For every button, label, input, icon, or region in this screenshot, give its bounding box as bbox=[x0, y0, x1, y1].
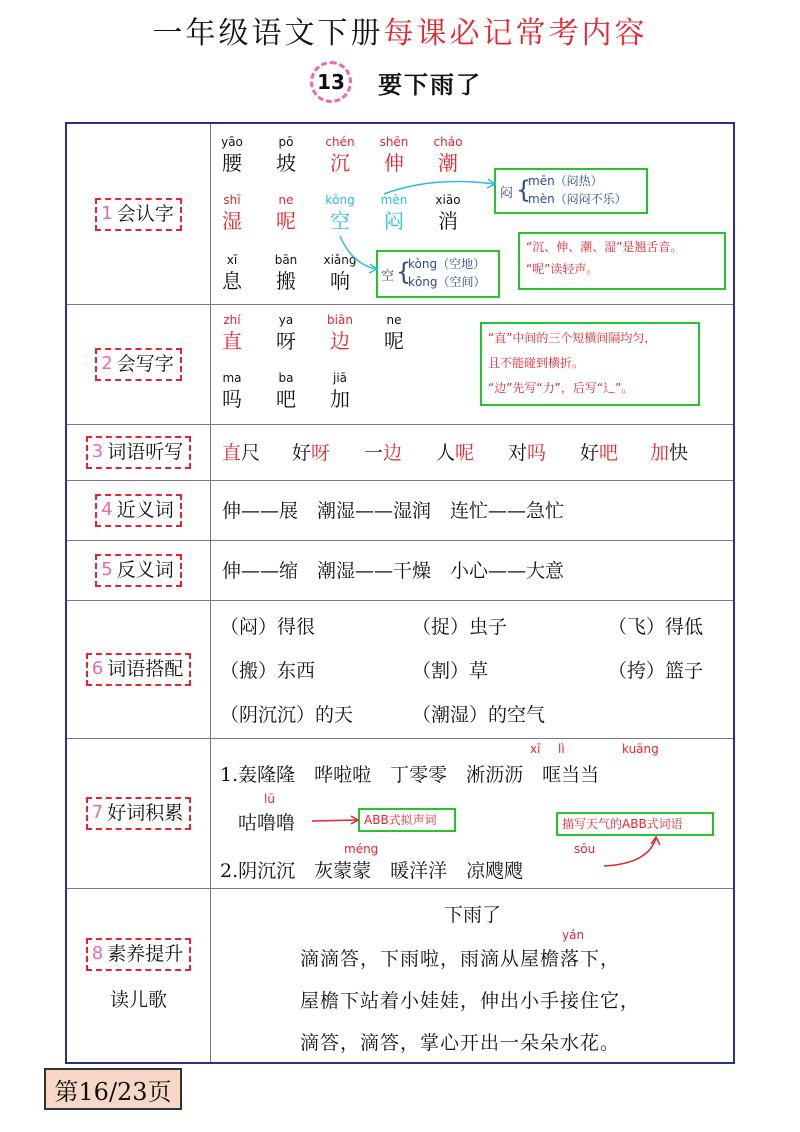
row-label: 1 会认字 bbox=[95, 198, 181, 231]
word-item: 加快 bbox=[650, 442, 689, 464]
char-item: ba 吧 bbox=[276, 371, 296, 411]
row-collocations bbox=[67, 600, 733, 739]
page-title bbox=[0, 14, 800, 54]
collocation-item: （飞）得低 bbox=[608, 616, 704, 638]
char-item: ne 呢 bbox=[276, 193, 296, 233]
char-item: cháo 潮 bbox=[433, 135, 463, 175]
char-item: mèn 闷 bbox=[380, 193, 408, 233]
synonyms-text: 伸——展 潮湿——湿润 连忙——急忙 bbox=[222, 500, 565, 522]
char-item: ma 吗 bbox=[222, 371, 242, 411]
char-item: zhí 直 bbox=[222, 313, 242, 353]
row-antonyms bbox=[67, 540, 733, 601]
row-recognize-chars bbox=[67, 124, 733, 305]
char-item: jiā 加 bbox=[330, 371, 350, 411]
row-sublabel: 读儿歌 bbox=[109, 989, 167, 1011]
collocation-item: （闷）得很 bbox=[220, 616, 316, 638]
title-part2: 每课必记常考内容 bbox=[383, 16, 648, 51]
word-item: 好吧 bbox=[580, 442, 619, 464]
char-item: yāo 腰 bbox=[221, 135, 243, 175]
poem-line: 滴答，滴答，掌心开出一朵朵水花。 bbox=[300, 1032, 621, 1054]
row-good-words bbox=[67, 738, 733, 889]
men-pronunciation-box: 闷 { mēn（闷热） mèn（闷闷不乐） bbox=[494, 168, 648, 214]
char-item: shēn 伸 bbox=[379, 135, 409, 175]
row-label: 5 反义词 bbox=[95, 554, 181, 587]
writing-note: “直”中间的三个短横间隔均匀， 且不能碰到横折。 “边”先写“力”，后写“辶”。 bbox=[480, 322, 700, 406]
char-item: kōng 空 bbox=[325, 193, 355, 233]
char-item: xī 息 bbox=[222, 253, 242, 293]
pronunciation-note: “沉、伸、潮、湿”是翘舌音。 “呢”读轻声。 bbox=[518, 232, 726, 290]
word-item: 好呀 bbox=[292, 442, 331, 464]
kong-pronunciation-box: 空 { kòng（空地） kōng（空间） bbox=[376, 250, 500, 298]
antonyms-text: 伸——缩 潮湿——干燥 小心——大意 bbox=[222, 560, 565, 582]
content-table bbox=[65, 122, 735, 1064]
collocation-item: （挎）篮子 bbox=[608, 660, 704, 682]
collocation-item: （搬）东西 bbox=[220, 660, 316, 682]
char-item: xiāo 消 bbox=[435, 193, 461, 233]
page-indicator: 第16/23页 bbox=[44, 1068, 182, 1110]
row-label: 2 会写字 bbox=[95, 348, 181, 381]
word-item: 人呢 bbox=[436, 442, 475, 464]
row-write-chars bbox=[67, 304, 733, 425]
recognize-chars-cell bbox=[212, 124, 733, 304]
good-words-cell bbox=[212, 738, 733, 888]
good-words-line1b: 咕噜噜 bbox=[238, 812, 296, 834]
row-dictation bbox=[67, 424, 733, 481]
collocations-cell bbox=[212, 600, 733, 738]
row-label: 3 词语听写 bbox=[86, 436, 191, 469]
collocation-item: （捉）虫子 bbox=[412, 616, 508, 638]
write-chars-cell bbox=[212, 304, 733, 424]
pinyin-annotation: sōu bbox=[574, 842, 596, 856]
poem-cell bbox=[212, 888, 733, 1062]
collocation-item: （阴沉沉）的天 bbox=[220, 704, 354, 726]
poem-line: 滴滴答，下雨啦，雨滴从屋檐落下， bbox=[300, 948, 621, 970]
pinyin-annotation: lì bbox=[558, 742, 565, 756]
char-item: shī 湿 bbox=[222, 193, 242, 233]
char-item: biān 边 bbox=[327, 313, 353, 353]
lesson-title: 要下雨了 bbox=[378, 70, 482, 99]
char-item: xiǎng 响 bbox=[323, 253, 357, 293]
pinyin-annotation: xī bbox=[530, 742, 541, 756]
collocation-item: （潮湿）的空气 bbox=[412, 704, 546, 726]
char-item: pō 坡 bbox=[276, 135, 296, 175]
pinyin-annotation: lū bbox=[264, 792, 275, 806]
row-label: 8 素养提升 bbox=[86, 938, 191, 971]
pinyin-annotation: méng bbox=[344, 842, 379, 856]
weather-words-note: 描写天气的ABB式词语 bbox=[556, 812, 714, 836]
char-item: ya 呀 bbox=[276, 313, 296, 353]
lesson-header bbox=[310, 62, 482, 102]
word-item: 直尺 bbox=[222, 442, 261, 464]
row-label: 7 好词积累 bbox=[86, 797, 191, 830]
collocation-item: （割）草 bbox=[412, 660, 489, 682]
char-item: bān 搬 bbox=[274, 253, 298, 293]
lesson-number-badge: 13 bbox=[310, 61, 352, 103]
dictation-cell bbox=[212, 424, 733, 480]
row-label: 6 词语搭配 bbox=[86, 653, 191, 686]
good-words-line2: 2.阴沉沉 灰蒙蒙 暖洋洋 凉飕飕 bbox=[220, 860, 524, 882]
pinyin-annotation: yán bbox=[562, 928, 585, 942]
pinyin-annotation: kuāng bbox=[622, 742, 659, 756]
onomatopoeia-note: ABB式拟声词 bbox=[358, 808, 456, 832]
word-item: 一边 bbox=[364, 442, 403, 464]
good-words-line1: 1.轰隆隆 哗啦啦 丁零零 淅沥沥 哐当当 bbox=[220, 764, 600, 786]
poem-title: 下雨了 bbox=[443, 904, 501, 926]
char-item: chén 沉 bbox=[325, 135, 355, 175]
title-part1: 一年级语文下册 bbox=[152, 16, 384, 51]
word-item: 对吗 bbox=[508, 442, 547, 464]
row-literacy bbox=[67, 888, 733, 1062]
char-item: ne 呢 bbox=[384, 313, 404, 353]
row-label: 4 近义词 bbox=[95, 494, 181, 527]
poem-line: 屋檐下站着小娃娃，伸出小手接住它， bbox=[300, 990, 641, 1012]
row-synonyms bbox=[67, 480, 733, 541]
